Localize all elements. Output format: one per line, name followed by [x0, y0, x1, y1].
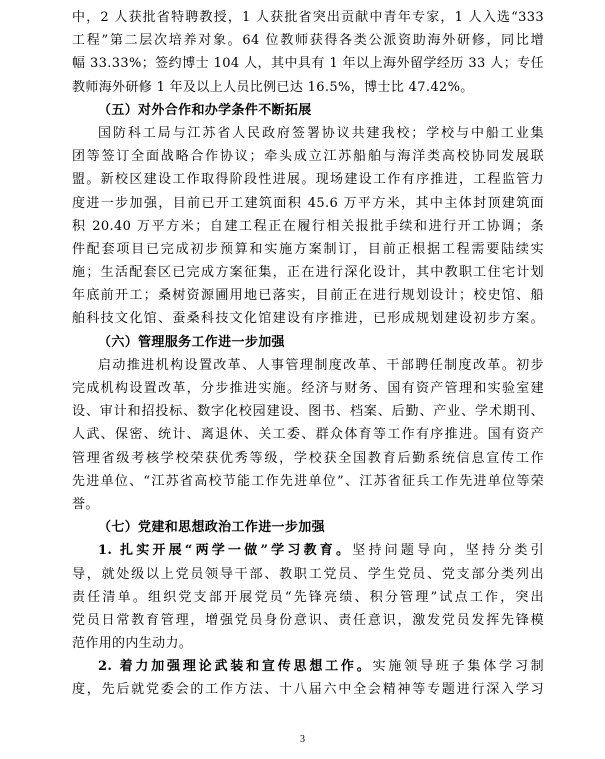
paragraph-line: 完成机构设置改革，分步推进实施。经济与财务、国有资产管理和实验室建 [72, 381, 544, 396]
paragraph-line: 启动推进机构设置改革、人事管理制度改革、干部聘任制度改革。初步 [98, 357, 544, 373]
document-body [72, 6, 544, 702]
paragraph-line: 盟。新校区建设工作取得阶段性进展。现场建设工作有序推进，工程监管力 [72, 172, 544, 188]
paragraph-line: 幅 33.33%；签约博士 104 人，其中具有 1 年以上海外留学经历 33 人；专任 [72, 56, 544, 72]
paragraph-line: 施；生活配套区已完成方案征集，正在进行深化设计，其中教职工住宅计划 [72, 265, 544, 281]
item-text: 坚持问题导向，坚持分类引 [352, 543, 544, 559]
paragraph-line: 导，就处级以上党员领导干部、教职工党员、学生党员、党支部分类列出 [72, 566, 544, 582]
numbered-item-line [72, 655, 544, 678]
paragraph-line: 国防科工局与江苏省人民政府签署协议共建我校；学校与中船工业集 [98, 125, 544, 141]
paragraph-line: 年底前开工；桑树资源圃用地已落实，目前正在进行规划设计；校史馆、船 [72, 288, 544, 304]
paragraph-line: 人武、保密、统计、离退休、关工委、群众体育等工作有序推进。国有资产 [72, 427, 544, 443]
paragraph-line: 设、审计和招投标、数字化校园建设、图书、档案、后勤、产业、学术期刊、 [72, 404, 544, 420]
paragraph-line: 责任清单。组织党支部开展党员“先锋亮绩、积分管理”试点工作，突出 [72, 589, 544, 605]
item-title: 1. 扎实开展“两学一做”学习教育。 [98, 543, 353, 559]
paragraph-line: 团等签订全面战略合作协议；牵头成立江苏船舶与海洋类高校协同发展联 [72, 149, 544, 165]
paragraph-line: 管理省级考核学校荣获优秀等级，学校获全国教育后勤系统信息宣传工作 [72, 450, 544, 466]
paragraph-line: 件配套项目已完成初步预算和实施方案制订，目前正根据工程需要陆续实 [72, 241, 544, 257]
paragraph-line: 舶科技文化馆、蚕桑科技文化馆建设有序推进，已形成规划建设初步方案。 [72, 311, 544, 327]
paragraph-line: 教师海外研修 1 年及以上人员比例已达 16.5%，博士比 47.42%。 [72, 79, 474, 95]
section-heading: （五）对外合作和办学条件不断拓展 [98, 102, 312, 118]
paragraph-line: 先进单位、“江苏省高校节能工作先进单位”、江苏省征兵工作先进单位等荣 [72, 473, 544, 489]
paragraph-line: 中，2 人获批省特聘教授，1 人获批省突出贡献中青年专家，1 人入选“333 [72, 10, 544, 25]
paragraph-line: 范作用的内生动力。 [72, 636, 193, 652]
paragraph-line: 积 20.40 万平方米；自建工程正在履行相关报批手续和进行开工协调；条 [72, 218, 544, 234]
item-text: 实施领导班子集体学习制 [372, 659, 545, 675]
paragraph-line: 党员日常教育管理，增强党员身份意识、责任意识，激发党员发挥先锋模 [72, 612, 544, 628]
section-heading: （七）党建和思想政治工作进一步加强 [98, 520, 325, 536]
paragraph-line: 誉。 [72, 496, 99, 512]
numbered-item-line [72, 539, 544, 562]
paragraph-line: 工程”第二层次培养对象。64 位教师获得各类公派资助海外研修，同比增 [72, 33, 544, 49]
item-title: 2. 着力加强理论武装和宣传思想工作。 [98, 659, 373, 675]
paragraph-line: 度进一步加强，目前已开工建筑面积 45.6 万平方米，其中主体封顶建筑面 [72, 195, 544, 211]
paragraph-line: 度，先后就党委会的工作方法、十八届六中全会精神等专题进行深入学习 [72, 682, 544, 698]
page-number: 3 [300, 734, 305, 745]
section-heading: （六）管理服务工作进一步加强 [98, 334, 285, 350]
